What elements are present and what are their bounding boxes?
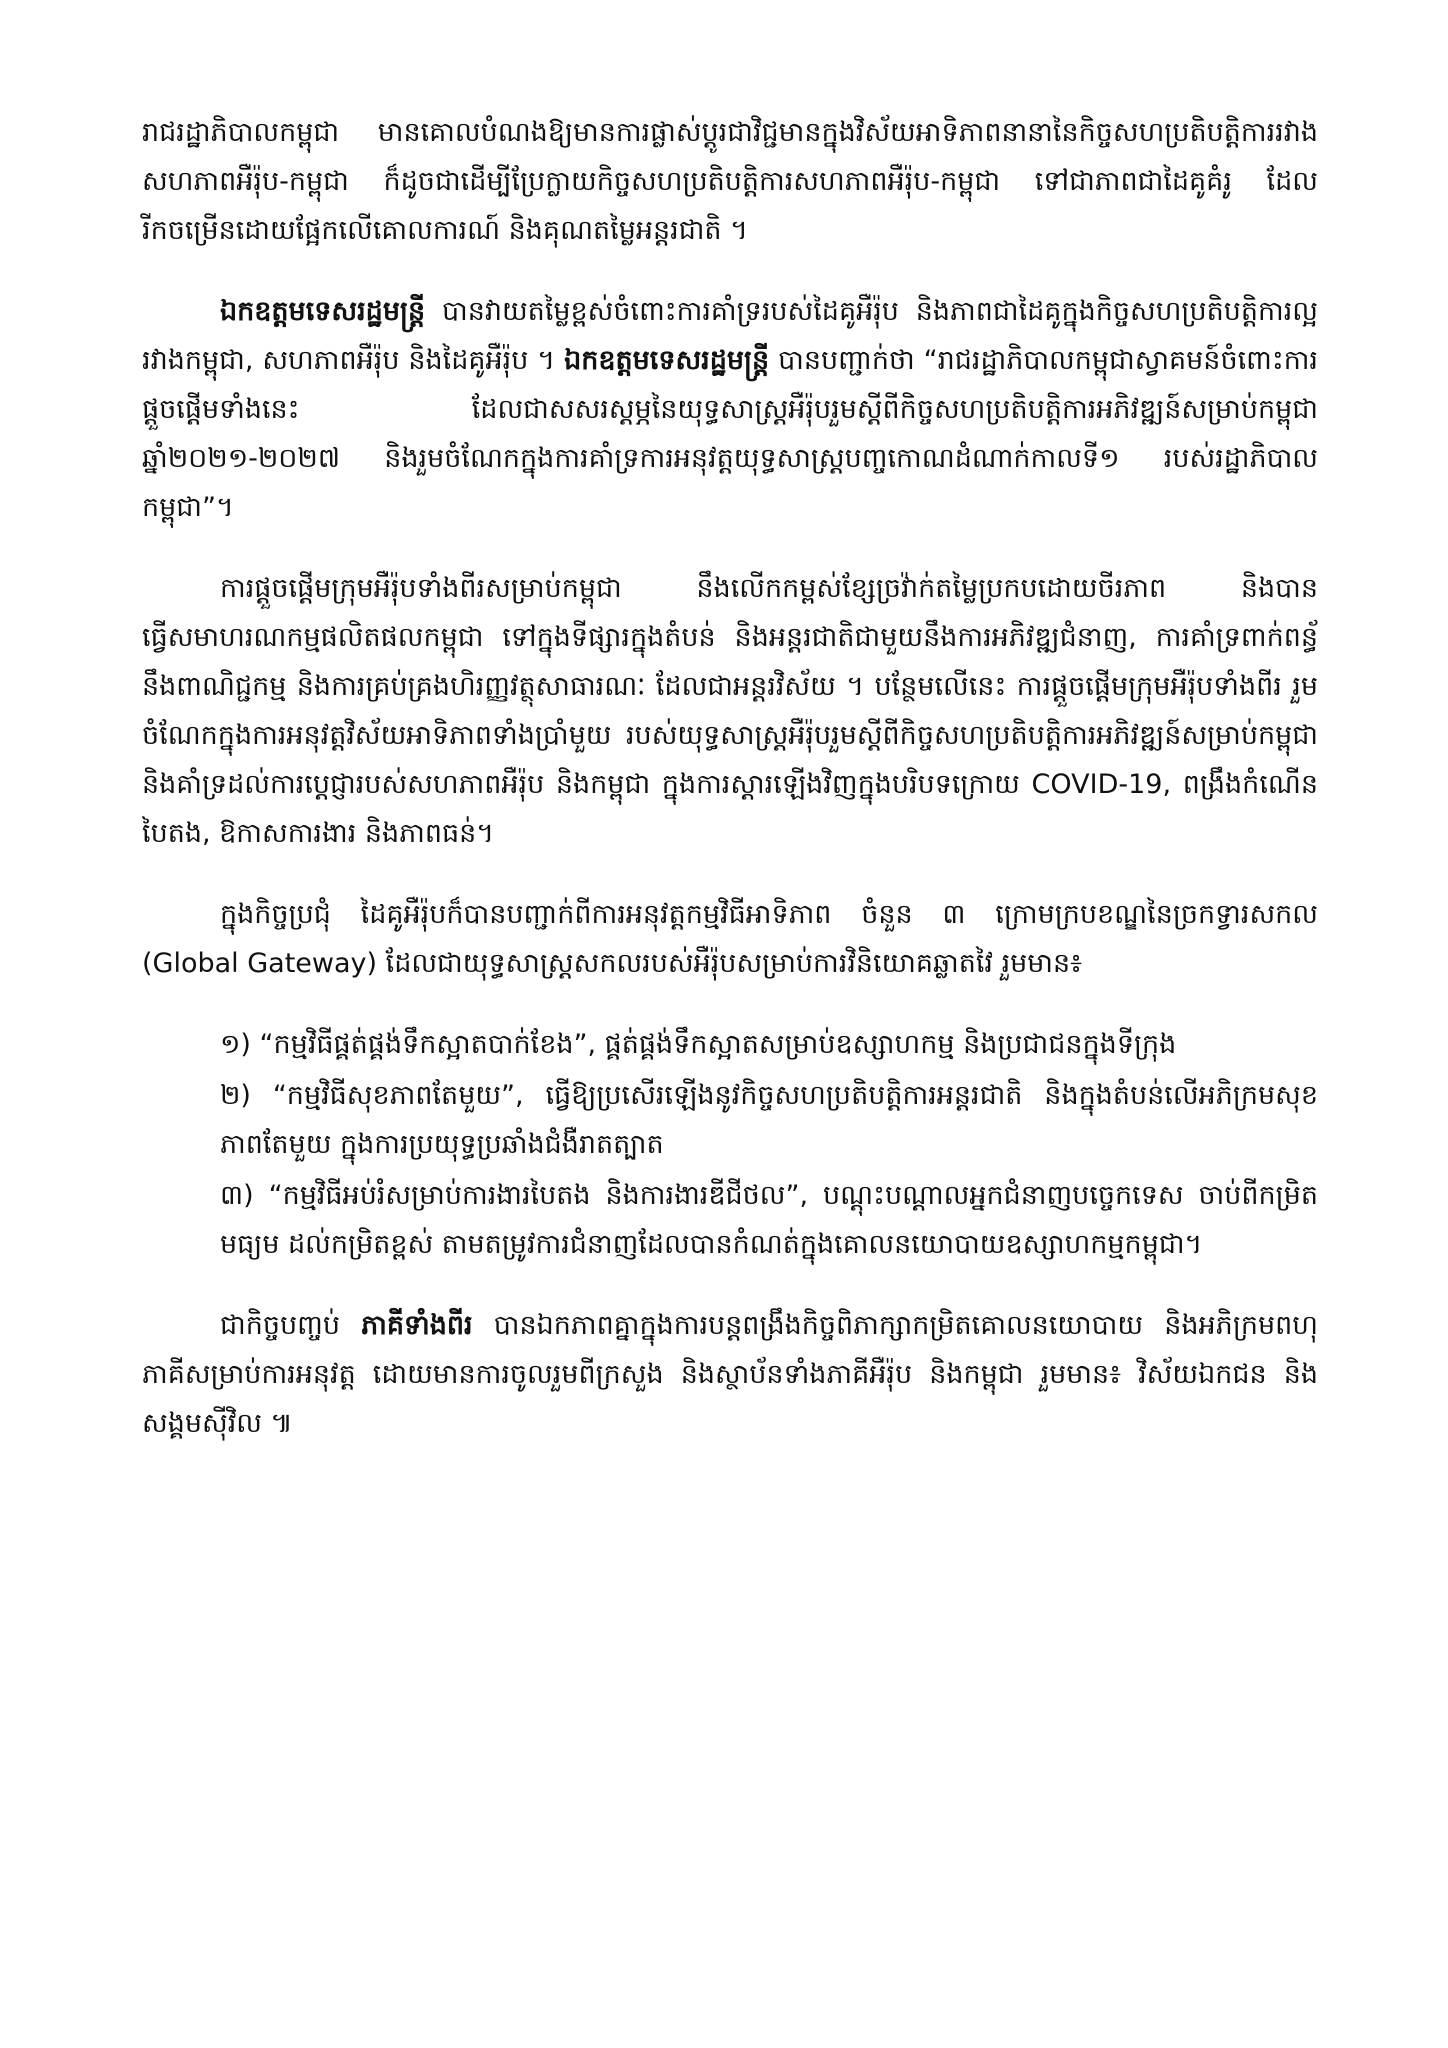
both-parties-bold: ភាគីទាំងពីរ — [361, 1310, 473, 1341]
document-body — [142, 108, 1318, 1480]
list-item — [142, 1071, 1318, 1169]
paragraph-global-gateway: ក្នុងកិច្ចប្រជុំ ដៃគូអឺរ៉ុបក៏បានបញ្ជាក់ពីការអនុវត្តកម្មវិធីអាទិភាព ចំនួន ៣ ក្រោមក្របខណ្ឌនៃច្រកទ្វារសកល (Global Gateway) ដែលជាយុទ្ធសាស្ត្រសកលរបស់អឺរ៉ុបសម្រាប់ការវិនិយោគឆ្លាតវៃ រួមមាន៖ — [142, 899, 1318, 979]
list-item-number: ២) — [220, 1080, 251, 1111]
paragraph-conclusion-text-1: ជាកិច្ចបញ្ចប់ — [220, 1310, 362, 1341]
paragraph-intro: រាជរដ្ឋាភិបាលកម្ពុជា មានគោលបំណងឱ្យមានការផ្លាស់ប្តូរជាវិជ្ជមានក្នុងវិស័យអាទិភាពនានានៃកិច្ចសហប្រតិបត្តិការរវាងសហភាពអឺរ៉ុប-កម្ពុជា ក៏ដូចជាដើម្បីប្រែក្លាយកិច្ចសហប្រតិបត្តិការសហភាពអឺរ៉ុប-កម្ពុជា ទៅជាភាពជាដៃគូគំរូ ដែលរីកចម្រើនដោយផ្អែកលើគោលការណ៍ និងគុណតម្លៃអន្តរជាតិ ។ — [142, 117, 1318, 246]
minister-title-bold: ឯកឧត្តមទេសរដ្ឋមន្ត្រី — [220, 296, 426, 327]
list-item — [142, 1171, 1318, 1269]
list-item-text: “កម្មវិធីអប់រំសម្រាប់ការងារបៃតង និងការងារឌីជីថល”, បណ្តុះបណ្តាលអ្នកជំនាញបច្ចេកទេស ចាប់ពីកម្រិតមធ្យម ដល់កម្រិតខ្ពស់ តាមតម្រូវការជំនាញដែលបានកំណត់ក្នុងគោលនយោបាយឧស្សាហកម្មកម្ពុជា។ — [220, 1180, 1318, 1260]
list-item-number: ១) — [220, 1029, 251, 1060]
paragraph-minister-text-1: បានវាយតម្លៃខ្ពស់ចំពោះការគាំទ្ររបស់ដៃគូអឺរ៉ុប និងភាពជាដៃគូក្នុងកិច្ចសហប្រតិបត្តិការល្អរវាងកម្ពុជា, សហភាពអឺរ៉ុប និងដៃគូអឺរ៉ុប ។ — [142, 296, 1318, 376]
paragraph-minister-text-2: បានបញ្ជាក់ថា “រាជរដ្ឋាភិបាលកម្ពុជាស្វាគមន៍ចំពោះការផ្តួចផ្តើមទាំងនេះ ដែលជាសសរស្តម្ភនៃយុទ្ធសាស្ត្រអឺរ៉ុបរួមស្តីពីកិច្ចសហប្រតិបត្តិការអភិវឌ្ឍន៍សម្រាប់កម្ពុជា ឆ្នាំ២០២១-២០២៧ និងរួមចំណែកក្នុងការគាំទ្រការអនុវត្តយុទ្ធសាស្ត្របញ្ចកោណដំណាក់កាលទី១ របស់រដ្ឋាភិបាលកម្ពុជា”។ — [142, 345, 1318, 523]
list-item — [142, 1020, 1318, 1069]
paragraph-minister-statement — [142, 287, 1318, 532]
paragraph-conclusion — [142, 1301, 1318, 1448]
minister-title-bold-2: ឯកឧត្តមទេសរដ្ឋមន្ត្រី — [564, 345, 770, 376]
paragraph-conclusion-text-2: បានឯកភាពគ្នាក្នុងការបន្តពង្រឹងកិច្ចពិភាក្សាកម្រិតគោលនយោបាយ និងអភិក្រមពហុភាគីសម្រាប់ការអនុវត្ត ដោយមានការចូលរួមពីក្រសួង និងស្ថាប័នទាំងភាគីអឺរ៉ុប និងកម្ពុជា រួមមាន៖ វិស័យឯកជន និងសង្គមស៊ីវិល ៕ — [142, 1310, 1318, 1439]
paragraph-team-europe-initiatives: ការផ្តួចផ្តើមក្រុមអឺរ៉ុបទាំងពីរសម្រាប់កម្ពុជា នឹងលើកកម្ពស់ខ្សែច្រវ៉ាក់តម្លៃប្រកបដោយចីរភាព និងបានធ្វើសមាហរណកម្មផលិតផលកម្ពុជា ទៅក្នុងទីផ្សារក្នុងតំបន់ និងអន្តរជាតិជាមួយនឹងការអភិវឌ្ឍជំនាញ, ការគាំទ្រពាក់ពន្ធ័នឹងពាណិជ្ជកម្ម និងការគ្រប់គ្រងហិរញ្ញវត្ថុសាធារណៈ ដែលជាអន្តរវិស័យ ។ បន្ថែមលើនេះ ការផ្តួចផ្តើមក្រុមអឺរ៉ុបទាំងពីរ រួមចំណែកក្នុងការអនុវត្តវិស័យអាទិភាពទាំងប្រាំមួយ របស់យុទ្ធសាស្ត្រអឺរ៉ុបរួមស្តីពីកិច្ចសហប្រតិបត្តិការអភិវឌ្ឍន៍សម្រាប់កម្ពុជា និងគាំទ្រដល់ការប្តេជ្ញារបស់សហភាពអឺរ៉ុប និងកម្ពុជា ក្នុងការស្តារឡើងវិញក្នុងបរិបទក្រោយ COVID-19, ពង្រឹងកំណើនបៃតង, ឱកាសការងារ និងភាពធន់។ — [142, 573, 1318, 849]
list-item-text: “កម្មវិធីសុខភាពតែមួយ”, ធ្វើឱ្យប្រសើរឡើងនូវកិច្ចសហប្រតិបត្តិការអន្តរជាតិ និងក្នុងតំបន់លើអភិក្រមសុខភាពតែមួយ ក្នុងការប្រយុទ្ធប្រឆាំងជំងឺរាតត្បាត — [220, 1080, 1318, 1160]
priority-programs-list — [142, 1020, 1318, 1269]
list-item-number: ៣) — [220, 1180, 254, 1211]
list-item-text: “កម្មវិធីផ្គត់ផ្គង់ទឹកស្អាតបាក់ខែង”, ផ្គត់ផ្គង់ទឹកស្អាតសម្រាប់ឧស្សាហកម្ម និងប្រជាជនក្នុងទីក្រុង — [250, 1029, 1177, 1060]
